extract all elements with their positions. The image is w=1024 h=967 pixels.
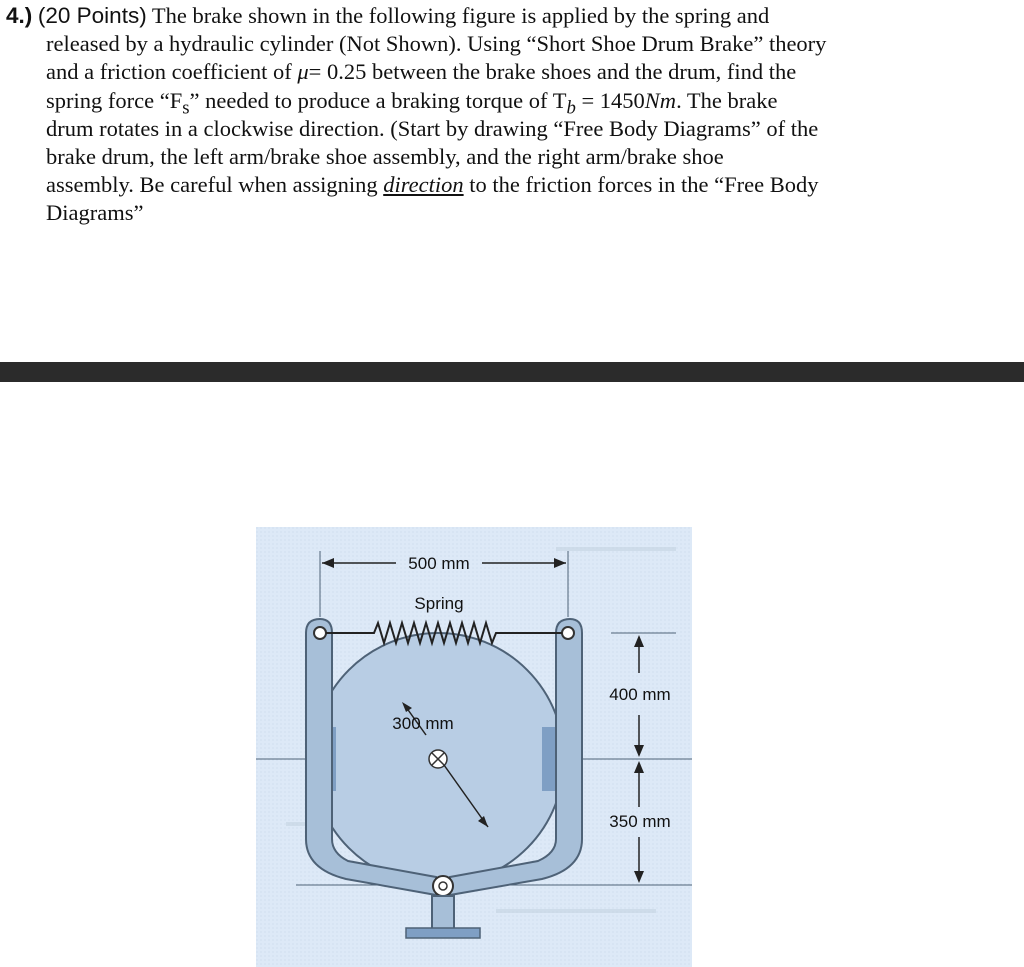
torque-symbol: T	[552, 87, 567, 113]
problem-text: and a friction coefficient of	[46, 59, 292, 85]
section-divider	[0, 362, 1024, 382]
problem-line-2	[6, 30, 1016, 58]
problem-line-3	[6, 58, 1016, 86]
torque-subscript: b	[566, 97, 576, 119]
pivot-pin-center	[439, 882, 447, 890]
problem-line-7	[6, 171, 1016, 199]
problem-text: released by a hydraulic cylinder (Not Shown). Using “Short Shoe Drum Brake” theory	[46, 31, 827, 57]
spring-force-subscript: s	[182, 97, 190, 119]
mu-symbol: μ	[297, 59, 309, 85]
dim-400-label: 400 mm	[609, 685, 671, 704]
problem-text: Diagrams”	[46, 200, 144, 226]
problem-text: The brake shown in the following figure is applied by the spring and	[151, 3, 770, 28]
ground-base	[406, 928, 480, 938]
pivot-support	[432, 896, 454, 930]
right-spring-pin	[562, 627, 574, 639]
problem-text: assembly. Be careful when assigning	[46, 172, 378, 198]
dim-350-label: 350 mm	[609, 812, 671, 831]
problem-text: drum rotates in a clockwise direction. (Start by drawing “Free Body Diagrams” of the	[46, 115, 819, 141]
problem-line-6	[6, 143, 1016, 171]
brake-figure	[256, 527, 692, 967]
brake-diagram	[256, 527, 692, 967]
question-number: 4.)	[6, 3, 33, 28]
problem-text: brake drum, the left arm/brake shoe assembly, and the right arm/brake shoe	[46, 143, 724, 169]
torque-value: = 1450	[581, 87, 645, 113]
problem-line-4	[6, 87, 1016, 119]
mu-value: = 0.25	[308, 59, 367, 85]
problem-line-8	[6, 199, 1016, 227]
problem-statement	[6, 2, 1016, 228]
spring-label: Spring	[414, 594, 464, 613]
problem-text: ” needed to produce a braking torque of	[189, 87, 548, 113]
problem-text: to the friction forces in the “Free Body	[469, 172, 819, 198]
problem-line-5	[6, 115, 1016, 143]
problem-line-1	[6, 2, 1016, 30]
left-spring-pin	[314, 627, 326, 639]
problem-text: . The brake	[676, 87, 778, 113]
points-label: (20 Points)	[37, 3, 147, 28]
emphasized-direction: direction	[383, 172, 464, 198]
torque-unit: Nm	[644, 87, 677, 113]
dim-300-label: 300 mm	[392, 714, 454, 733]
problem-text: spring force “F	[46, 87, 183, 113]
dim-500-label: 500 mm	[408, 554, 470, 573]
problem-text: between the brake shoes and the drum, find the	[371, 59, 797, 85]
